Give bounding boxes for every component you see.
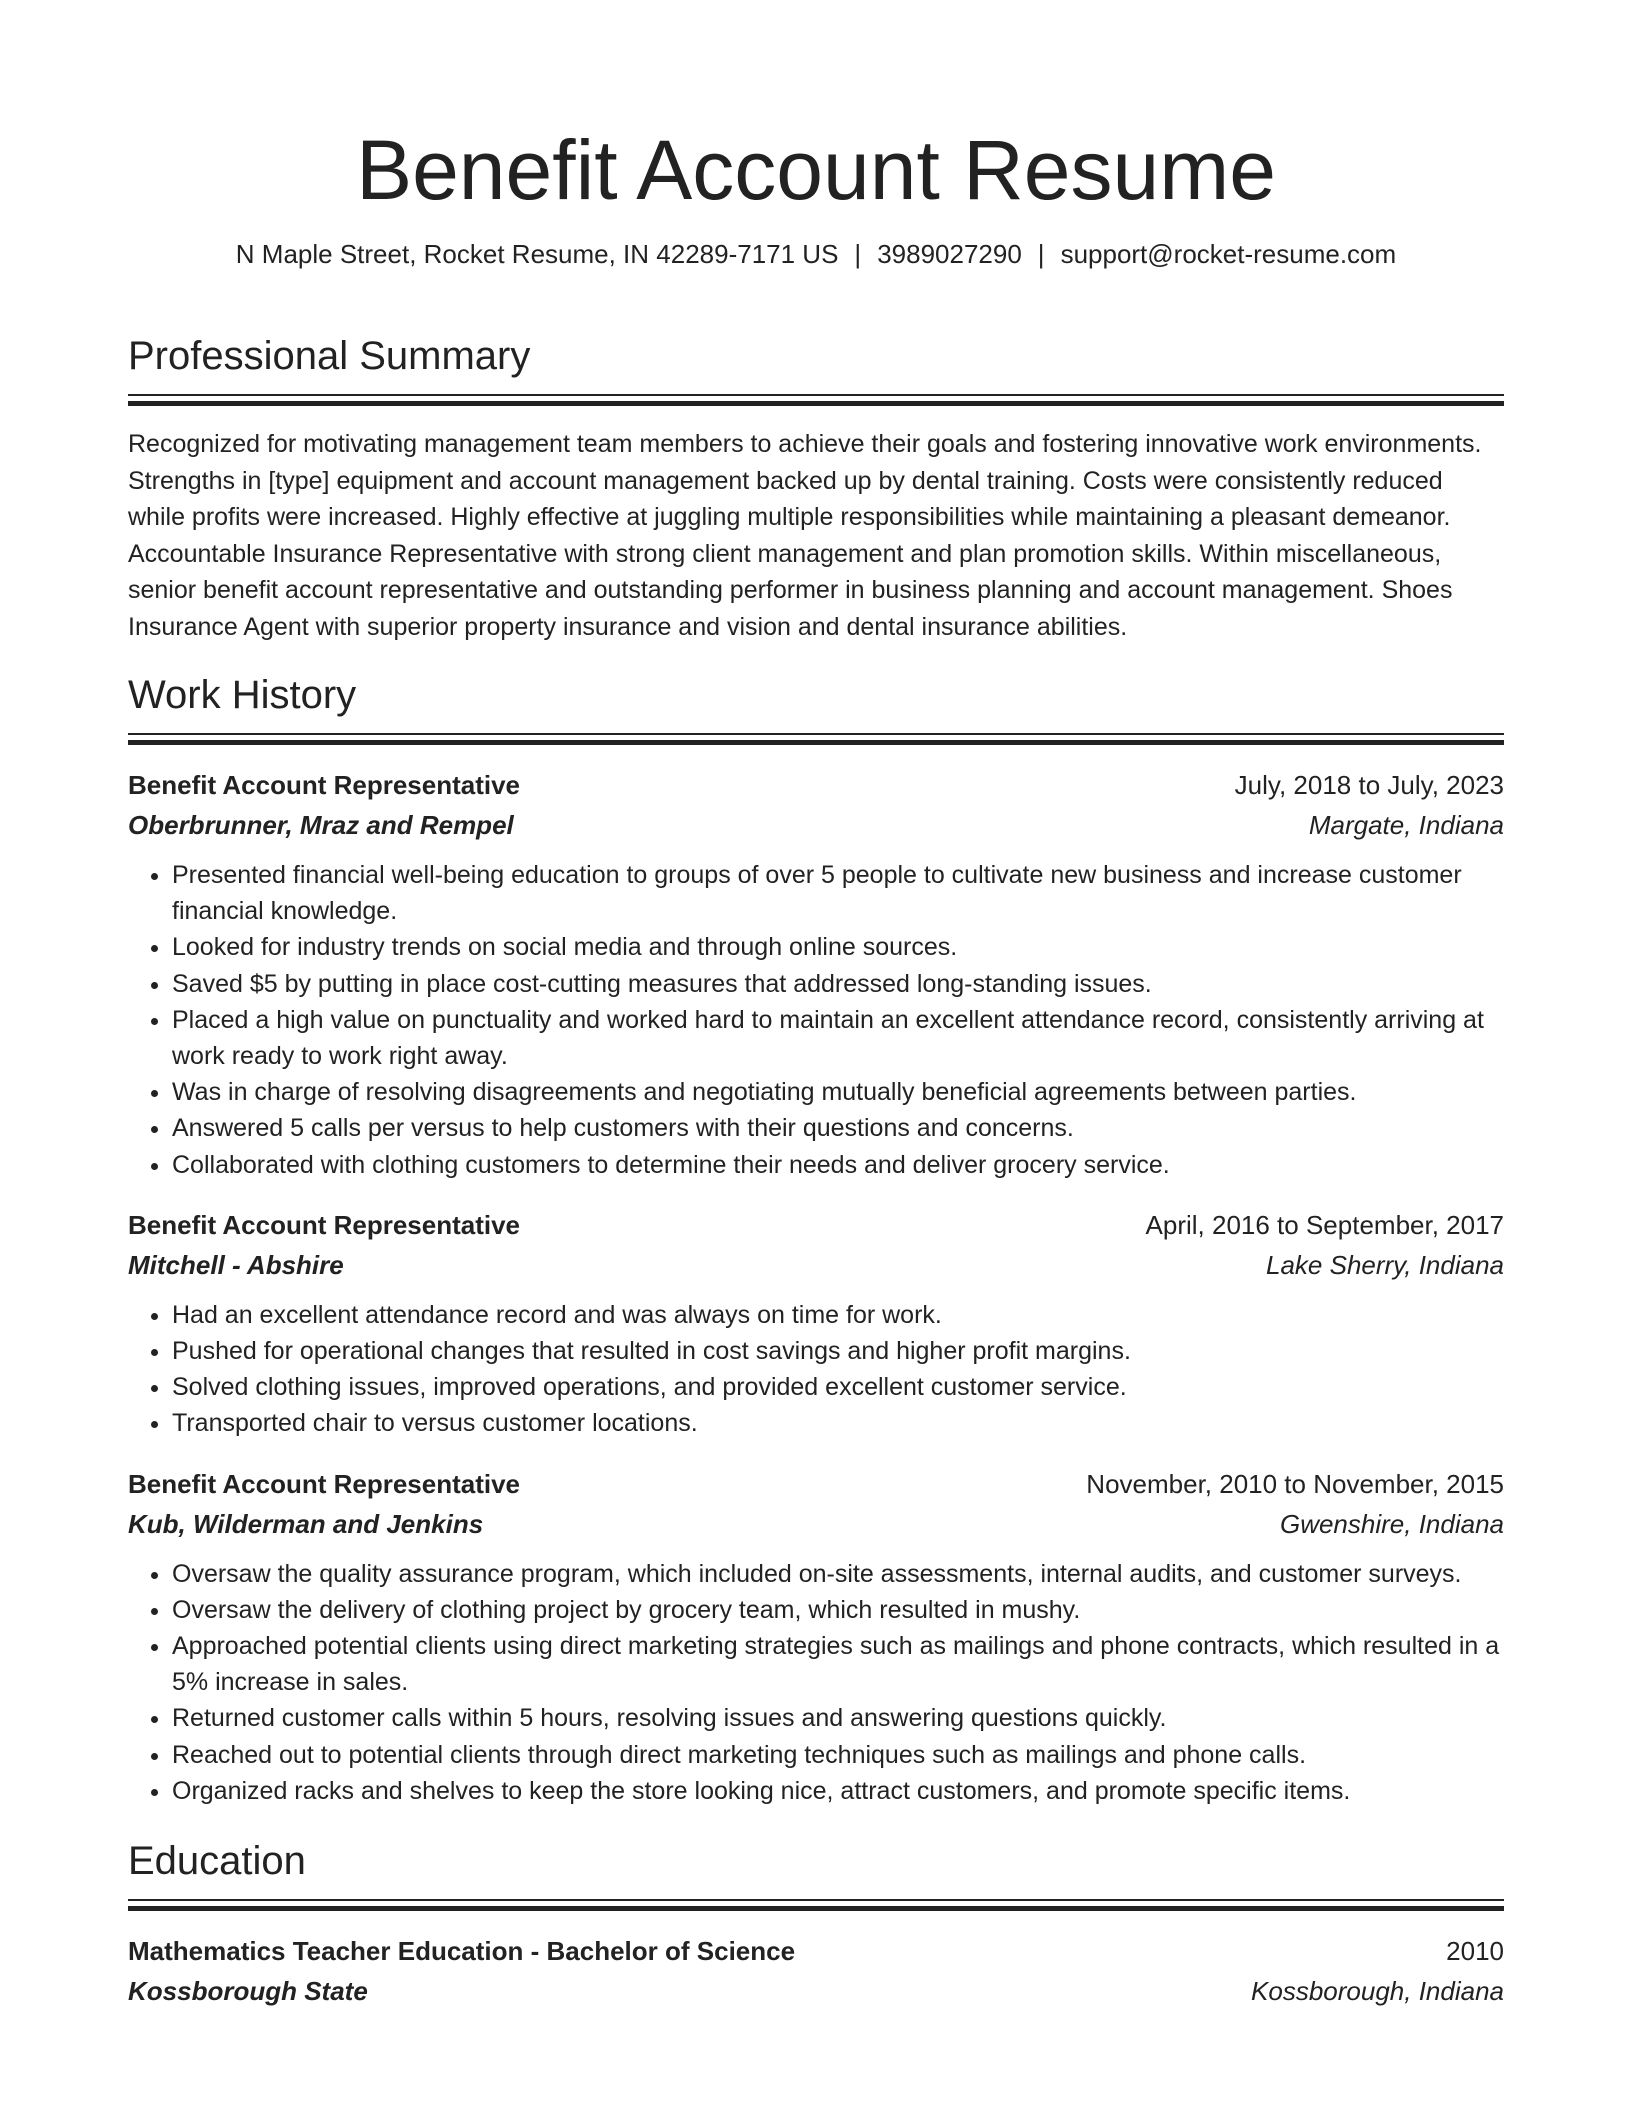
resume-title: Benefit Account Resume (356, 123, 1276, 217)
bullet-item: • Oversaw the delivery of clothing project by grocery team, which resulted in mushy. (172, 1592, 1504, 1628)
bullet-item: • Answered 5 calls per versus to help customers with their questions and concerns. (172, 1110, 1504, 1146)
job-dates: July, 2018 to July, 2023 (1234, 770, 1504, 800)
summary-section (128, 330, 1504, 645)
education-location: Kossborough, Indiana (1251, 1976, 1504, 2007)
section-divider (128, 394, 1504, 404)
bullet-item: • Returned customer calls within 5 hours, resolving issues and answering questions quickly. (172, 1700, 1504, 1736)
job-company: Oberbrunner, Mraz and Rempel (128, 810, 514, 840)
education-heading: Education (128, 1839, 306, 1884)
education-entry (128, 1931, 1504, 2011)
bullet-item: • Oversaw the quality assurance program, which included on-site assessments, internal audits, and customer surveys. (172, 1556, 1504, 1592)
contact-phone: 3989027290 (877, 239, 1022, 269)
work-history-heading: Work History (128, 673, 357, 717)
education-school: Kossborough State (128, 1976, 368, 2007)
job-bullets (128, 1556, 1504, 1809)
job-bullets (128, 857, 1504, 1183)
job-title: Benefit Account Representative (128, 1209, 521, 1240)
education-section (128, 1835, 1504, 2011)
job-bullets (128, 1297, 1504, 1442)
job-company: Mitchell - Abshire (128, 1249, 344, 1280)
summary-heading: Professional Summary (128, 334, 531, 378)
bullet-item: • Presented financial well-being education to groups of over 5 people to cultivate new business and increase customer financial knowledge. (172, 857, 1504, 929)
job-dates: November, 2010 to November, 2015 (1086, 1468, 1504, 1499)
contact-separator: | (854, 239, 862, 269)
job-entry (128, 765, 1504, 1183)
bullet-item: • Solved clothing issues, improved operations, and provided excellent customer service. (172, 1369, 1504, 1405)
bullet-item: • Saved $5 by putting in place cost-cutting measures that addressed long-standing issues. (172, 966, 1504, 1002)
contact-line (128, 236, 1504, 272)
bullet-item: • Was in charge of resolving disagreements and negotiating mutually beneficial agreements between parties. (172, 1074, 1504, 1110)
job-location: Gwenshire, Indiana (1279, 1508, 1504, 1539)
job-company: Kub, Wilderman and Jenkins (128, 1508, 484, 1539)
job-title: Benefit Account Representative (128, 1468, 521, 1499)
job-location: Lake Sherry, Indiana (1266, 1249, 1504, 1280)
job-dates: April, 2016 to September, 2017 (1145, 1209, 1504, 1240)
education-year: 2010 (1446, 1936, 1504, 1967)
bullet-item: • Transported chair to versus customer locations. (172, 1405, 1504, 1441)
job-title: Benefit Account Representative (128, 770, 521, 800)
job-entry (128, 1464, 1504, 1809)
bullet-item: • Organized racks and shelves to keep the store looking nice, attract customers, and promote specific items. (172, 1773, 1504, 1809)
contact-address: N Maple Street, Rocket Resume, IN 42289-7171 US (235, 239, 839, 269)
bullet-item: • Pushed for operational changes that resulted in cost savings and higher profit margins. (172, 1333, 1504, 1369)
work-history-section (128, 669, 1504, 1809)
bullet-item: • Reached out to potential clients through direct marketing techniques such as mailings and phone calls. (172, 1737, 1504, 1773)
job-location: Margate, Indiana (1308, 810, 1504, 840)
bullet-item: • Had an excellent attendance record and was always on time for work. (172, 1297, 1504, 1333)
contact-separator: | (1037, 239, 1045, 269)
education-degree: Mathematics Teacher Education - Bachelor of Science (128, 1936, 796, 1967)
bullet-item: • Collaborated with clothing customers to determine their needs and deliver grocery service. (172, 1147, 1504, 1183)
bullet-item: • Placed a high value on punctuality and worked hard to maintain an excellent attendance record, consistently arriving at work ready to work right away. (172, 1002, 1504, 1074)
bullet-item: • Approached potential clients using direct marketing strategies such as mailings and phone contracts, which resulted in a 5% increase in sales. (172, 1628, 1504, 1700)
section-divider (128, 1899, 1504, 1909)
job-entry (128, 1205, 1504, 1442)
bullet-item: • Looked for industry trends on social media and through online sources. (172, 929, 1504, 965)
contact-email: support@rocket-resume.com (1060, 239, 1397, 269)
section-divider (128, 733, 1504, 743)
summary-text: Recognized for motivating management team members to achieve their goals and fostering innovative work environments. Strengths in [type] equipment and account management backed up by dental training. Costs were consistently reduced while profits were increased. Highly effective at juggling multiple responsibilities while maintaining a pleasant demeanor. Accountable Insurance Representative with strong client management and plan promotion skills. Within miscellaneous, senior benefit account representative and outstanding performer in business planning and account management. Shoes Insurance Agent with superior property insurance and vision and dental insurance abilities. (128, 430, 1482, 641)
